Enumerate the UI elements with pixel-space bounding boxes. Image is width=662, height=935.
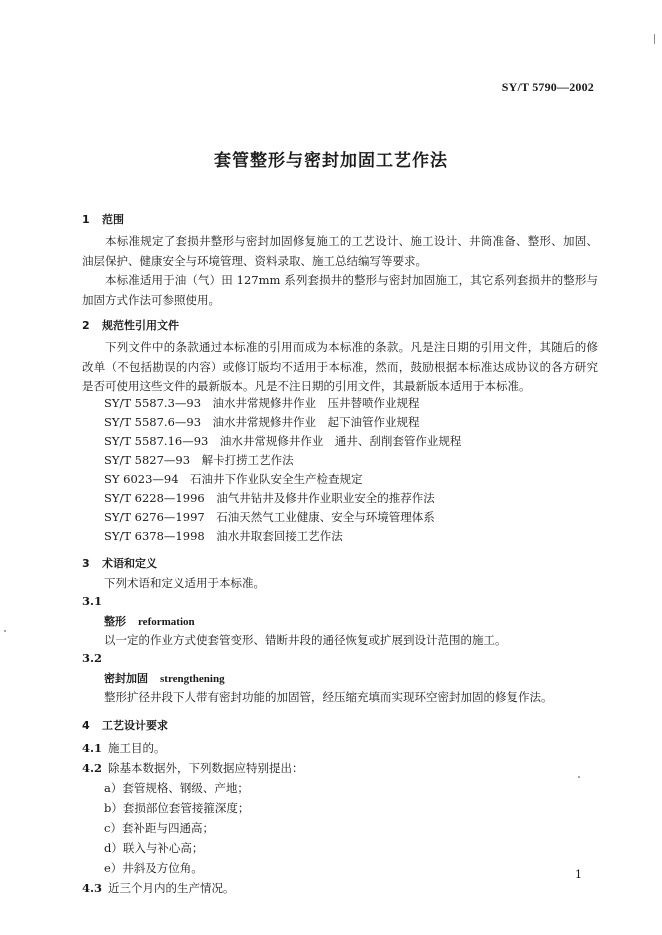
- list-item: c）套补距与四通高；: [104, 821, 214, 835]
- reference-item: SY/T 5587.3—93 油水井常规修井作业 压井替喷作业规程: [104, 396, 420, 410]
- section-3-heading: [82, 555, 157, 571]
- clause-text: 施工目的。: [108, 741, 166, 755]
- section-number: 2: [82, 319, 90, 332]
- term-number: [82, 651, 108, 665]
- section-4-heading: [82, 717, 168, 733]
- reference-item: SY 6023—94 石油井下作业队安全生产检查规定: [104, 472, 363, 486]
- clause-number: 3.2: [82, 651, 103, 665]
- clause-number: 4.2: [82, 761, 103, 775]
- term-zh: 密封加固: [104, 672, 148, 685]
- section-1-para-1: 本标准规定了套损井整形与密封加固修复施工的工艺设计、施工设计、井筒准备、整形、加固、油层保护、健康安全与环境管理、资料录取、施工总结编写等要求。: [82, 234, 598, 268]
- document-title: 套管整形与密封加固工艺作法: [214, 151, 448, 171]
- reference-item: SY/T 6276—1997 石油天然气工业健康、安全与环境管理体系: [104, 510, 435, 524]
- section-1-para-2: 本标准适用于油（气）田 127mm 系列套损井的整形与密封加固施工，其它系列套损井的整形与加固方式作法可参照使用。: [82, 273, 598, 307]
- clause-number: 4.3: [82, 881, 103, 895]
- term-number: [82, 594, 108, 608]
- term-heading: [104, 670, 225, 686]
- clause-number: 4.1: [82, 741, 103, 755]
- term-en: strengthening: [160, 673, 225, 685]
- standard-code: SY/T 5790—2002: [501, 80, 594, 94]
- section-title: 术语和定义: [102, 557, 157, 570]
- section-number: 3: [82, 557, 90, 570]
- section-title: 范围: [102, 213, 124, 226]
- reference-item: SY/T 6378—1998 油水井取套回接工艺作法: [104, 529, 343, 543]
- section-3-intro: 下列术语和定义适用于本标准。: [104, 576, 265, 590]
- clause-number: 3.1: [82, 594, 103, 608]
- section-1-heading: [82, 211, 124, 227]
- term-definition: 以一定的作业方式使套管变形、错断井段的通径恢复或扩展到设计范围的施工。: [104, 633, 507, 647]
- reference-item: SY/T 5827—93 解卡打捞工艺作法: [104, 453, 294, 467]
- reference-item: SY/T 6228—1996 油气井钻井及修井作业职业安全的推荐作法: [104, 491, 435, 505]
- section-number: 1: [82, 213, 90, 226]
- term-definition: 整形扩径井段下人带有密封功能的加固管，经压缩充填而实现环空密封加固的修复作法。: [104, 690, 553, 704]
- list-item: a）套管规格、钢级、产地；: [104, 781, 249, 795]
- reference-item: SY/T 5587.6—93 油水井常规修井作业 起下油管作业规程: [104, 415, 420, 429]
- reference-item: SY/T 5587.16—93 油水井常规修井作业 通井、刮削套管作业规程: [104, 434, 462, 448]
- term-en: reformation: [138, 616, 195, 628]
- list-item: b）套损部位套管接箍深度；: [104, 801, 250, 815]
- clause-text: 除基本数据外，下列数据应特别提出：: [108, 761, 304, 775]
- section-title: 工艺设计要求: [102, 719, 168, 732]
- scan-speck: [654, 34, 655, 44]
- term-zh: 整形: [104, 615, 126, 628]
- scan-speck: [4, 630, 6, 632]
- term-heading: [104, 613, 195, 629]
- clause-text: 近三个月内的生产情况。: [108, 881, 235, 895]
- clause-4-2: [82, 760, 304, 776]
- scan-speck: [578, 776, 580, 778]
- section-2-heading: [82, 317, 179, 333]
- page-number: 1: [575, 868, 582, 881]
- list-item: e）井斜及方位角。: [104, 861, 203, 875]
- clause-4-1: [82, 740, 166, 756]
- section-2-para: 下列文件中的条款通过本标准的引用而成为本标准的条款。凡是注日期的引用文件，其随后的修改单（不包括勘误的内容）或修订版均不适用于本标准，然而，鼓励根据本标准达成协议的各方研究是否可使用这些文件的最新版本。凡是不注日期的引用文件，其最新版本适用于本标准。: [82, 340, 598, 393]
- section-title: 规范性引用文件: [102, 319, 179, 332]
- section-number: 4: [82, 719, 90, 732]
- list-item: d）联入与补心高；: [104, 841, 204, 855]
- clause-4-3: [82, 880, 235, 896]
